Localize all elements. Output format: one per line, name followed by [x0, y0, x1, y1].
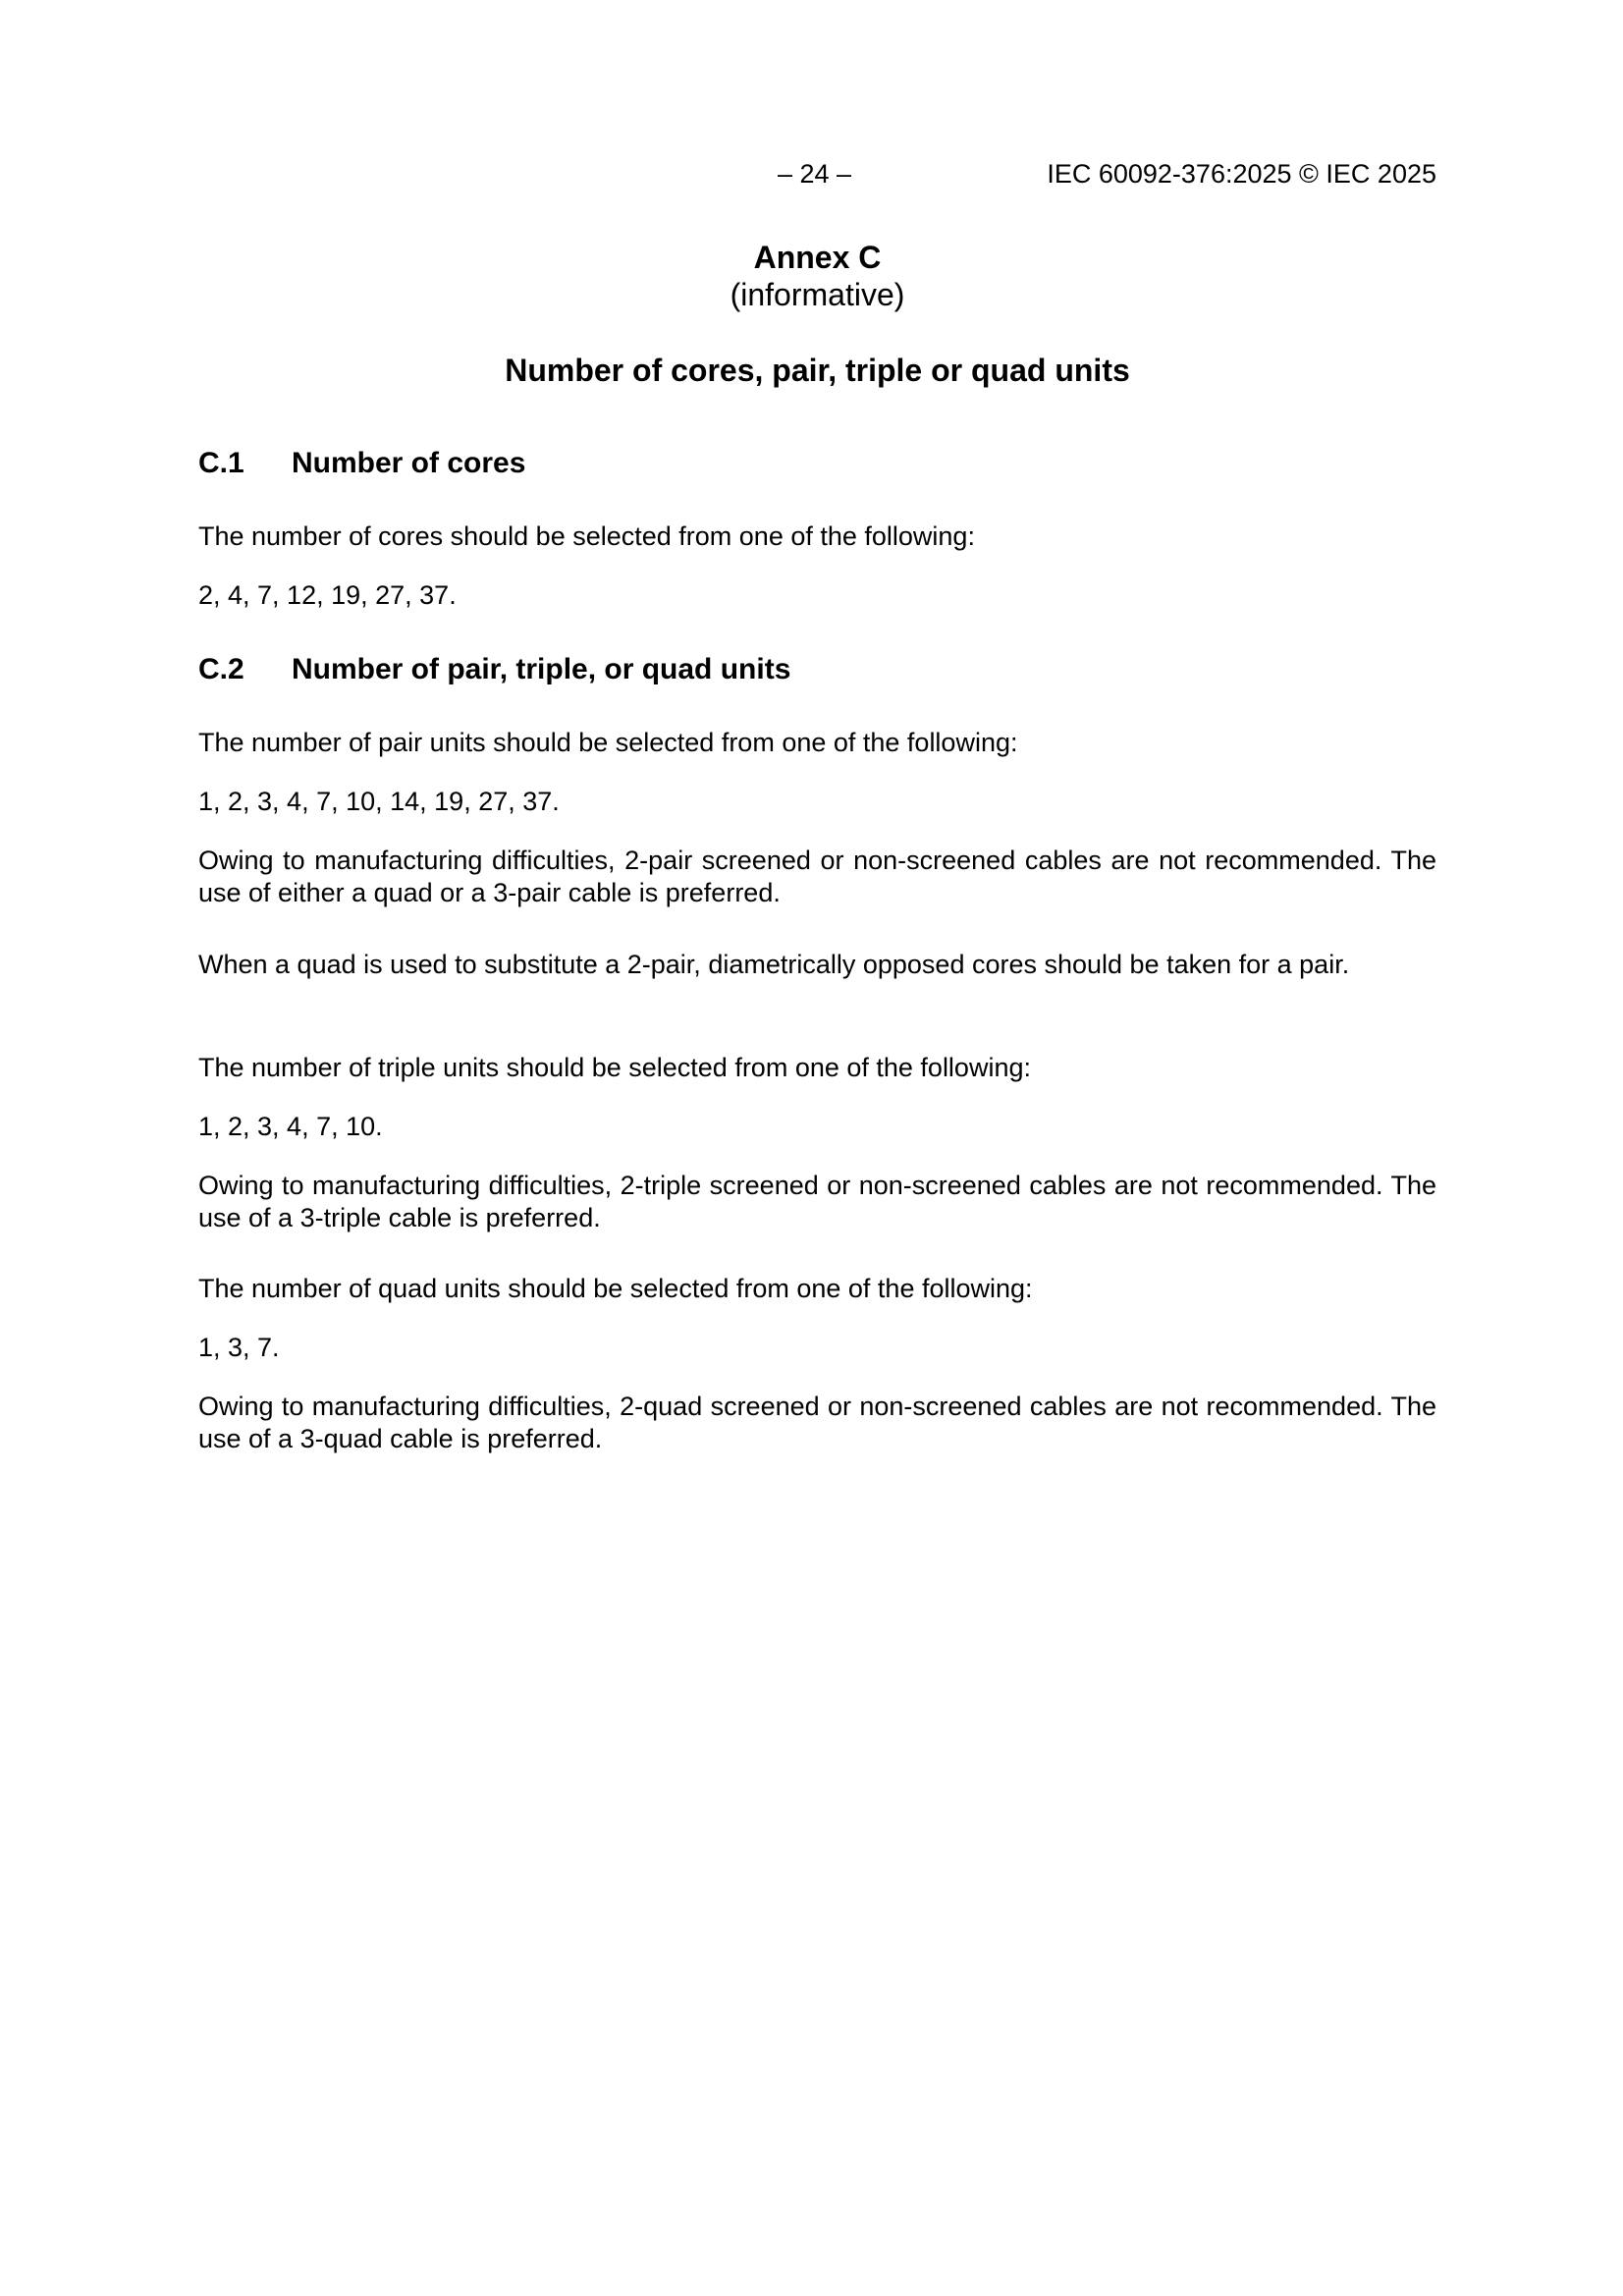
- section-heading-c1: [198, 446, 525, 481]
- values-list: 1, 2, 3, 4, 7, 10.: [198, 1112, 383, 1141]
- page-number: – 24 –: [778, 159, 852, 189]
- annex-title: Annex C: [753, 240, 882, 275]
- values-list: 1, 2, 3, 4, 7, 10, 14, 19, 27, 37.: [198, 787, 560, 816]
- section-number: C.1: [198, 447, 244, 479]
- paragraph: The number of pair units should be selected from one of the following:: [198, 728, 1018, 757]
- annex-heading: Number of cores, pair, triple or quad units: [505, 353, 1130, 388]
- section-heading-c2: [198, 652, 790, 687]
- paragraph: When a quad is used to substitute a 2-pair, diametrically opposed cores should be taken for a pair.: [198, 950, 1350, 979]
- values-list: 1, 3, 7.: [198, 1333, 280, 1362]
- section-title: Number of cores: [292, 447, 526, 479]
- paragraph: The number of triple units should be selected from one of the following:: [198, 1053, 1031, 1082]
- paragraph: The number of cores should be selected from one of the following:: [198, 521, 975, 551]
- values-list: 2, 4, 7, 12, 19, 27, 37.: [198, 580, 457, 610]
- paragraph: Owing to manufacturing difficulties, 2-pair screened or non-screened cables are not recommended. The use of either a quad or a 3-pair cable is preferred.: [198, 846, 1436, 907]
- page-header: [198, 159, 1436, 194]
- paragraph: The number of quad units should be selected from one of the following:: [198, 1274, 1033, 1303]
- document-reference: IEC 60092-376:2025 © IEC 2025: [1047, 159, 1436, 189]
- paragraph: Owing to manufacturing difficulties, 2-quad screened or non-screened cables are not recommended. The use of a 3-quad cable is preferred.: [198, 1392, 1436, 1453]
- annex-type: (informative): [730, 277, 905, 312]
- paragraph: Owing to manufacturing difficulties, 2-triple screened or non-screened cables are not recommended. The use of a 3-triple cable is preferred.: [198, 1171, 1436, 1232]
- section-number: C.2: [198, 653, 244, 685]
- section-title: Number of pair, triple, or quad units: [292, 653, 791, 685]
